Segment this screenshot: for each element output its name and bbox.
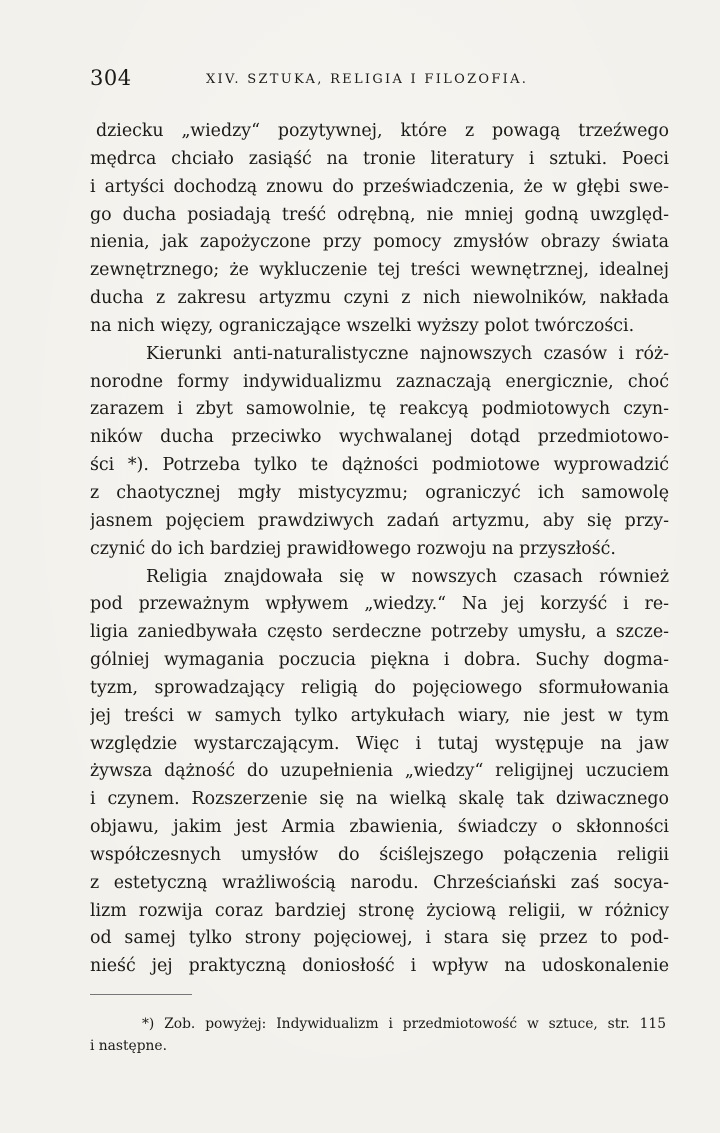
- text-line: objawu, jakim jest Armia zbawienia, świadczy o skłonności: [90, 817, 669, 838]
- text-line-religia: Religia znajdowała się w nowszych czasach również: [146, 566, 669, 587]
- body-text: [90, 118, 669, 981]
- text-line: czynić do ich bardziej prawidłowego rozwoju na przyszłość.: [90, 538, 616, 559]
- text-line: nieść jej praktyczną doniosłość i wpływ na udoskonalenie: [90, 956, 669, 977]
- text-line: na nich więzy, ograniczające wszelki wyższy polot twórczości.: [90, 315, 635, 336]
- text-line: i artyści dochodzą znowu do przeświadczenia, że w głębi swe-: [90, 176, 669, 197]
- text-line: współczesnych umysłów do ściślejszego połączenia religii: [90, 844, 669, 865]
- footnote-line: i następne.: [90, 1038, 167, 1054]
- text-line: lizm rozwija coraz bardziej stronę życiową religii, w różnicy: [90, 900, 669, 921]
- footnote: [90, 1013, 666, 1057]
- page-number: 304: [90, 66, 132, 90]
- running-head: XIV. SZTUKA, RELIGIA I FILOZOFIA.: [206, 72, 529, 87]
- footnote-divider: [90, 994, 192, 995]
- text-line: pod przeważnym wpływem „wiedzy.“ Na jej korzyść i re-: [90, 594, 669, 615]
- text-line: żywsza dążność do uzupełnienia „wiedzy“ religijnej uczuciem: [90, 761, 669, 782]
- text-line: i czynem. Rozszerzenie się na wielką skalę tak dziwacznego: [90, 789, 669, 810]
- text-line: ników ducha przeciwko wychwalanej dotąd przedmiotowo-: [90, 427, 669, 448]
- text-line: ligia zaniedbywała często serdeczne potrzeby umysłu, a szcze-: [90, 622, 669, 643]
- page-header: [90, 66, 670, 96]
- text-line: zarazem i zbyt samowolnie, tę reakcyą podmiotowych czyn-: [90, 399, 669, 420]
- text-line: zewnętrznego; że wykluczenie tej treści wewnętrznej, idealnej: [90, 260, 669, 281]
- text-line: tyzm, sprowadzający religią do pojęciowego sformułowania: [90, 677, 669, 698]
- text-line: z chaotycznej mgły mistycyzmu; ograniczyć ich samowolę: [90, 482, 669, 503]
- text-line: gólniej wymagania poczucia piękna i dobra. Suchy dogma-: [90, 650, 669, 671]
- text-line: jej treści w samych tylko artykułach wiary, nie jest w tym: [90, 705, 669, 726]
- text-line: jasnem pojęciem prawdziwych zadań artyzmu, aby się przy-: [90, 510, 669, 531]
- text-line: z estetyczną wrażliwością narodu. Chrześciański zaś socya-: [90, 872, 669, 893]
- text-line: Kierunki anti-naturalistyczne najnowszych czasów i róż-: [146, 343, 669, 364]
- text-line: względzie wystarczającym. Więc i tutaj występuje na jaw: [90, 733, 669, 754]
- text-line: dziecku „wiedzy“ pozytywnej, które z powagą trzeźwego: [96, 121, 669, 141]
- text-line: ści *). Potrzeba tylko te dążności podmiotowe wyprowadzić: [90, 455, 669, 476]
- text-line: nienia, jak zapożyczone przy pomocy zmysłów obrazy świata: [90, 232, 669, 253]
- text-line: go ducha posiadają treść odrębną, nie mniej godną uwzględ-: [90, 204, 669, 225]
- text-line: mędrca chciało zasiąść na tronie literatury i sztuki. Poeci: [90, 148, 669, 169]
- text-line: norodne formy indywidualizmu zaznaczają energicznie, choć: [90, 371, 669, 392]
- text-line: ducha z zakresu artyzmu czyni z nich niewolników, nakłada: [90, 288, 669, 309]
- footnote-line: *) Zob. powyżej: Indywidualizm i przedmiotowość w sztuce, str. 115: [142, 1016, 666, 1032]
- text-line: od samej tylko strony pojęciowej, i stara się przez to pod-: [90, 928, 669, 949]
